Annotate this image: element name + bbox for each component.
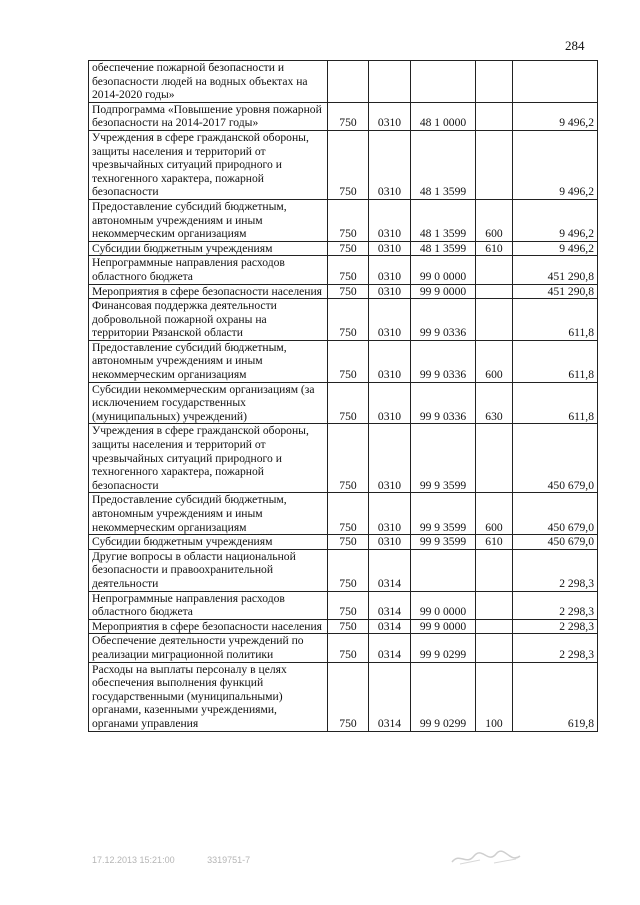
footer-date: 17.12.2013 15:21:00 [92, 855, 175, 865]
cell-target-article: 99 9 0000 [411, 619, 476, 634]
cell-section: 0310 [369, 130, 411, 199]
cell-expense-type: 600 [476, 199, 513, 241]
table-row [89, 199, 598, 241]
cell-amount: 450 679,0 [513, 535, 598, 550]
table-row [89, 130, 598, 199]
table-row [89, 591, 598, 619]
cell-section: 0310 [369, 284, 411, 299]
cell-name: Учреждения в сфере гражданской обороны, защиты населения и территорий от чрезвычайных ситуаций природного и техногенного характера, пожарной безопасности [89, 130, 328, 199]
cell-grbs: 750 [328, 493, 369, 535]
cell-name: Расходы на выплаты персоналу в целях обеспечения выполнения функций государственными (муниципальными) органами, казенными учреждениями, органами управления [89, 662, 328, 731]
cell-name: Непрограммные направления расходов областного бюджета [89, 591, 328, 619]
cell-amount: 451 290,8 [513, 284, 598, 299]
cell-amount: 2 298,3 [513, 619, 598, 634]
table-row [89, 549, 598, 591]
cell-name: Непрограммные направления расходов областного бюджета [89, 256, 328, 284]
cell-target-article: 48 1 0000 [411, 102, 476, 130]
cell-target-article: 99 9 3599 [411, 424, 476, 493]
cell-amount: 9 496,2 [513, 199, 598, 241]
table-row [89, 61, 598, 103]
cell-amount: 451 290,8 [513, 256, 598, 284]
cell-grbs: 750 [328, 662, 369, 731]
table-row [89, 619, 598, 634]
cell-section: 0310 [369, 241, 411, 256]
cell-amount: 450 679,0 [513, 493, 598, 535]
cell-section: 0314 [369, 619, 411, 634]
cell-name: Предоставление субсидий бюджетным, автономным учреждениям и иным некоммерческим организациям [89, 199, 328, 241]
cell-amount: 611,8 [513, 340, 598, 382]
cell-grbs: 750 [328, 284, 369, 299]
cell-section: 0310 [369, 256, 411, 284]
footer-doc-id: 3319751-7 [207, 855, 251, 865]
cell-expense-type: 630 [476, 382, 513, 424]
cell-expense-type [476, 634, 513, 662]
cell-expense-type: 610 [476, 535, 513, 550]
table-row [89, 340, 598, 382]
cell-grbs: 750 [328, 299, 369, 341]
cell-grbs: 750 [328, 634, 369, 662]
cell-target-article: 48 1 3599 [411, 241, 476, 256]
table-row [89, 493, 598, 535]
cell-amount: 619,8 [513, 662, 598, 731]
table-row [89, 424, 598, 493]
cell-grbs: 750 [328, 424, 369, 493]
cell-name: Субсидии бюджетным учреждениям [89, 241, 328, 256]
table-row [89, 102, 598, 130]
cell-grbs: 750 [328, 591, 369, 619]
cell-target-article: 99 9 0336 [411, 340, 476, 382]
table-row [89, 284, 598, 299]
cell-name: Мероприятия в сфере безопасности населения [89, 619, 328, 634]
cell-name: Подпрограмма «Повышение уровня пожарной безопасности на 2014-2017 годы» [89, 102, 328, 130]
stamp-scribble [450, 848, 530, 868]
cell-target-article: 99 9 0336 [411, 382, 476, 424]
cell-name: Субсидии бюджетным учреждениям [89, 535, 328, 550]
cell-expense-type: 610 [476, 241, 513, 256]
cell-expense-type [476, 102, 513, 130]
cell-target-article [411, 61, 476, 103]
cell-expense-type [476, 284, 513, 299]
cell-expense-type [476, 130, 513, 199]
cell-target-article: 99 9 3599 [411, 493, 476, 535]
cell-expense-type: 600 [476, 493, 513, 535]
cell-grbs: 750 [328, 130, 369, 199]
cell-name: Финансовая поддержка деятельности добровольной пожарной охраны на территории Рязанской области [89, 299, 328, 341]
cell-section: 0310 [369, 535, 411, 550]
cell-expense-type [476, 549, 513, 591]
cell-section: 0310 [369, 424, 411, 493]
cell-name: Учреждения в сфере гражданской обороны, защиты населения и территорий от чрезвычайных ситуаций природного и техногенного характера, пожарной безопасности [89, 424, 328, 493]
table-row [89, 256, 598, 284]
cell-amount: 2 298,3 [513, 549, 598, 591]
cell-name: Мероприятия в сфере безопасности населения [89, 284, 328, 299]
cell-target-article: 99 9 0000 [411, 284, 476, 299]
cell-amount: 2 298,3 [513, 591, 598, 619]
cell-section: 0314 [369, 662, 411, 731]
cell-section: 0310 [369, 199, 411, 241]
cell-expense-type [476, 299, 513, 341]
cell-expense-type: 100 [476, 662, 513, 731]
cell-grbs: 750 [328, 199, 369, 241]
cell-section: 0314 [369, 549, 411, 591]
cell-expense-type [476, 61, 513, 103]
cell-grbs: 750 [328, 340, 369, 382]
budget-table [88, 60, 598, 732]
cell-grbs: 750 [328, 535, 369, 550]
cell-target-article: 48 1 3599 [411, 130, 476, 199]
table-row [89, 382, 598, 424]
cell-name: Предоставление субсидий бюджетным, автономным учреждениям и иным некоммерческим организациям [89, 340, 328, 382]
cell-expense-type [476, 256, 513, 284]
cell-amount: 611,8 [513, 299, 598, 341]
cell-grbs: 750 [328, 549, 369, 591]
cell-section: 0310 [369, 299, 411, 341]
cell-amount: 9 496,2 [513, 241, 598, 256]
cell-target-article: 99 9 0336 [411, 299, 476, 341]
cell-amount: 9 496,2 [513, 130, 598, 199]
cell-expense-type [476, 424, 513, 493]
cell-expense-type [476, 619, 513, 634]
table-row [89, 634, 598, 662]
cell-target-article: 99 9 0299 [411, 634, 476, 662]
table-row [89, 299, 598, 341]
cell-amount: 611,8 [513, 382, 598, 424]
cell-name: обеспечение пожарной безопасности и безопасности людей на водных объектах на 2014-2020 годы» [89, 61, 328, 103]
cell-target-article: 99 9 3599 [411, 535, 476, 550]
cell-name: Другие вопросы в области национальной безопасности и правоохранительной деятельности [89, 549, 328, 591]
cell-expense-type [476, 591, 513, 619]
cell-target-article: 99 0 0000 [411, 256, 476, 284]
cell-name: Обеспечение деятельности учреждений по реализации миграционной политики [89, 634, 328, 662]
cell-section: 0310 [369, 340, 411, 382]
cell-name: Предоставление субсидий бюджетным, автономным учреждениям и иным некоммерческим организациям [89, 493, 328, 535]
cell-grbs: 750 [328, 102, 369, 130]
cell-target-article: 48 1 3599 [411, 199, 476, 241]
cell-target-article [411, 549, 476, 591]
cell-grbs: 750 [328, 382, 369, 424]
cell-amount: 450 679,0 [513, 424, 598, 493]
cell-target-article: 99 0 0000 [411, 591, 476, 619]
cell-section [369, 61, 411, 103]
cell-grbs [328, 61, 369, 103]
footer-stamp-text [92, 855, 280, 865]
table-row [89, 535, 598, 550]
cell-grbs: 750 [328, 241, 369, 256]
cell-section: 0314 [369, 634, 411, 662]
page-number: 284 [565, 38, 585, 53]
cell-grbs: 750 [328, 619, 369, 634]
cell-section: 0310 [369, 382, 411, 424]
cell-amount: 9 496,2 [513, 102, 598, 130]
cell-section: 0310 [369, 102, 411, 130]
table-row [89, 241, 598, 256]
cell-amount: 2 298,3 [513, 634, 598, 662]
cell-target-article: 99 9 0299 [411, 662, 476, 731]
cell-expense-type: 600 [476, 340, 513, 382]
cell-amount [513, 61, 598, 103]
cell-grbs: 750 [328, 256, 369, 284]
table-row [89, 662, 598, 731]
cell-name: Субсидии некоммерческим организациям (за исключением государственных (муниципальных) учреждений) [89, 382, 328, 424]
cell-section: 0310 [369, 493, 411, 535]
cell-section: 0314 [369, 591, 411, 619]
